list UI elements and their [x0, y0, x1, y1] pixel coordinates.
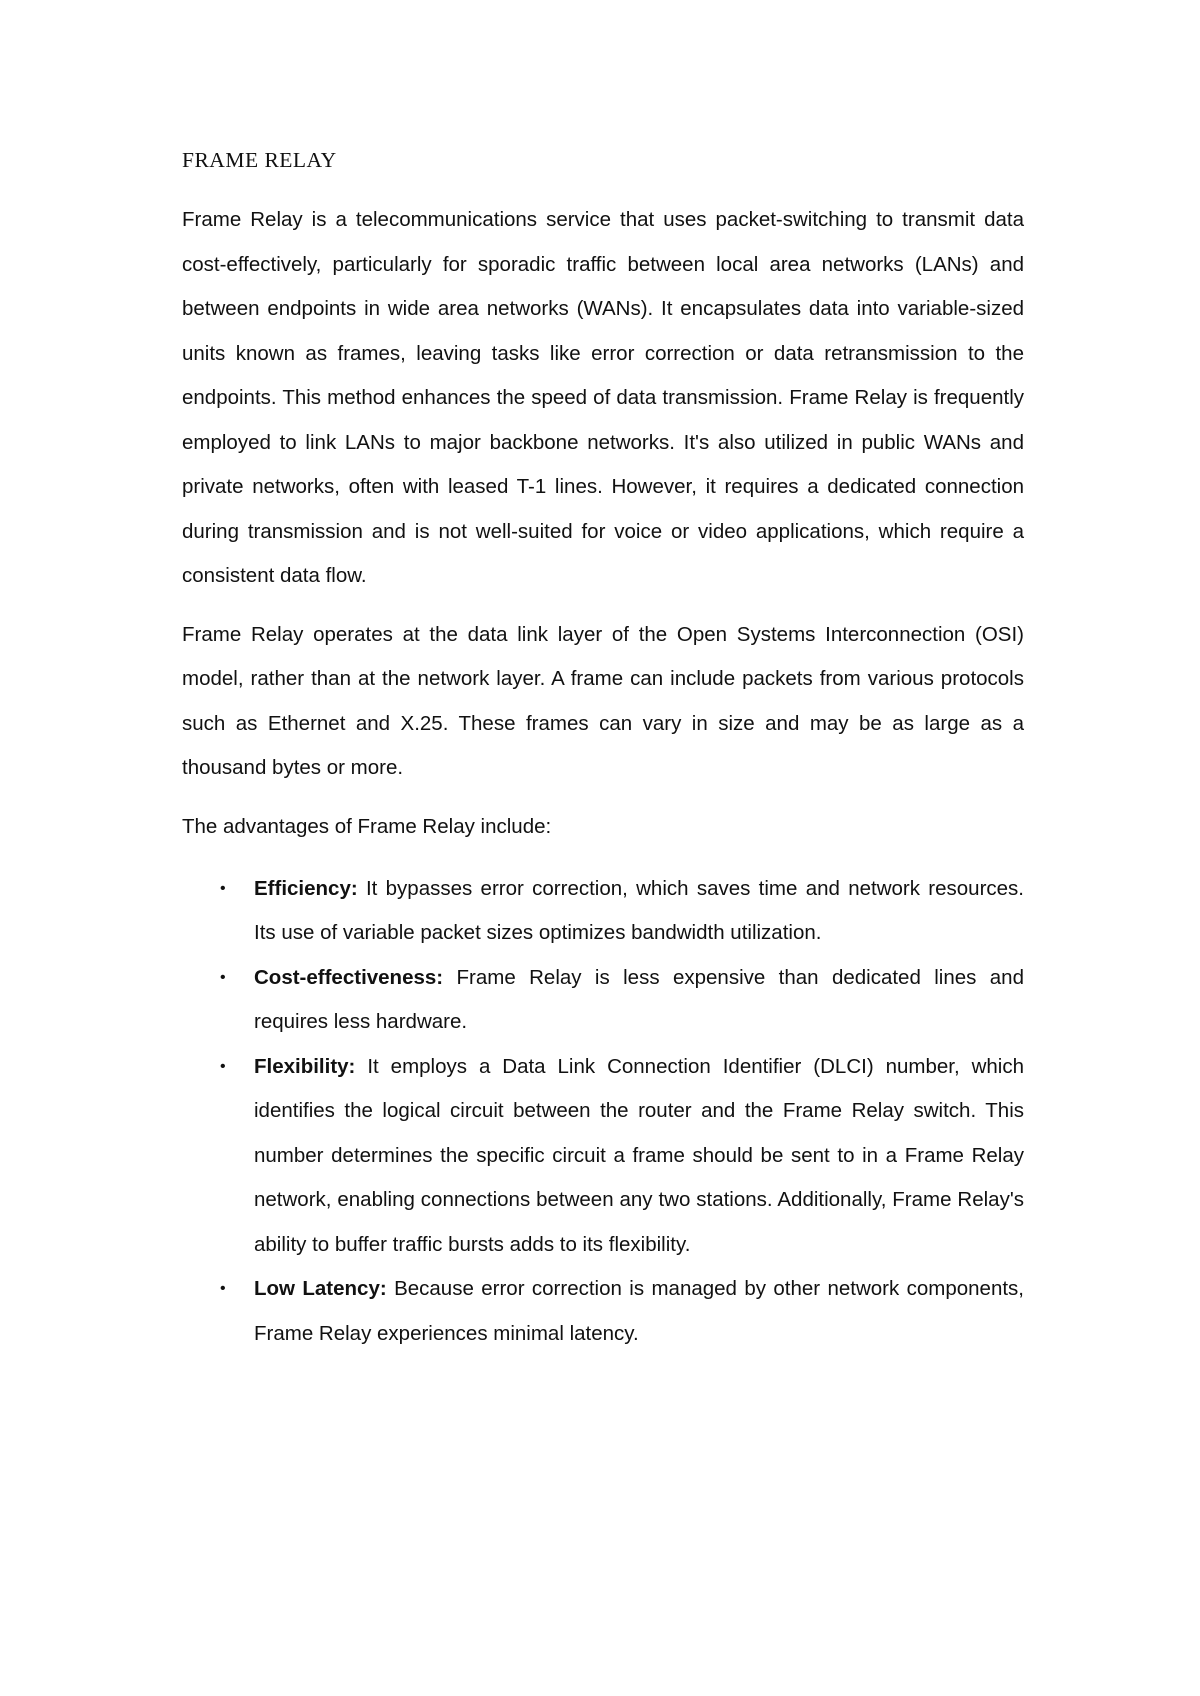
advantage-term: Cost-effectiveness: — [254, 965, 444, 989]
advantage-text: It bypasses error correction, which saves time and network resources. Its use of variable packet sizes optimizes bandwidth utilization. — [254, 876, 1024, 944]
paragraph-overview: Frame Relay is a telecommunications service that uses packet-switching to transmit data cost-effectively, particularly for sporadic traffic between local area networks (LANs) and between endpoints in wide area networks (WANs). It encapsulates data into variable-sized units known as frames, leaving tasks like error correction or data retransmission to the endpoints. This method enhances the speed of data transmission. Frame Relay is frequently employed to link LANs to major backbone networks. It's also utilized in public WANs and private networks, often with leased T-1 lines. However, it requires a dedicated connection during transmission and is not well-suited for voice or video applications, which require a consistent data flow. — [182, 208, 1024, 587]
advantage-text: It employs a Data Link Connection Identifier (DLCI) number, which identifies the logical circuit between the router and the Frame Relay switch. This number determines the specific circuit a frame should be sent to in a Frame Relay network, enabling connections between any two stations. Additionally, Frame Relay's ability to buffer traffic bursts adds to its flexibility. — [254, 1054, 1024, 1256]
bullet-icon: • — [220, 879, 226, 897]
advantage-term: Low Latency: — [254, 1277, 387, 1300]
advantage-term: Efficiency: — [254, 876, 358, 900]
document-page — [182, 140, 1024, 1356]
advantage-text: Frame Relay is less expensive than dedicated lines and requires less hardware. — [254, 965, 1024, 1033]
bullet-icon: • — [220, 1280, 226, 1297]
advantage-term: Flexibility: — [254, 1054, 356, 1078]
advantages-list — [182, 867, 1024, 1357]
bullet-icon: • — [220, 968, 226, 986]
advantages-intro: The advantages of Frame Relay include: — [182, 814, 552, 838]
advantage-text: Because error correction is managed by other network components, Frame Relay experiences minimal latency. — [254, 1277, 1025, 1345]
document-title: FRAME RELAY — [182, 148, 337, 172]
list-item — [220, 867, 1024, 956]
bullet-icon: • — [220, 1057, 226, 1075]
list-item — [220, 1267, 1025, 1356]
paragraph-osi: Frame Relay operates at the data link layer of the Open Systems Interconnection (OSI) model, rather than at the network layer. A frame can include packets from various protocols such as Ethernet and X.25. These frames can vary in size and may be as large as a thousand bytes or more. — [182, 622, 1024, 779]
list-item — [220, 956, 1024, 1045]
list-item — [220, 1045, 1024, 1268]
